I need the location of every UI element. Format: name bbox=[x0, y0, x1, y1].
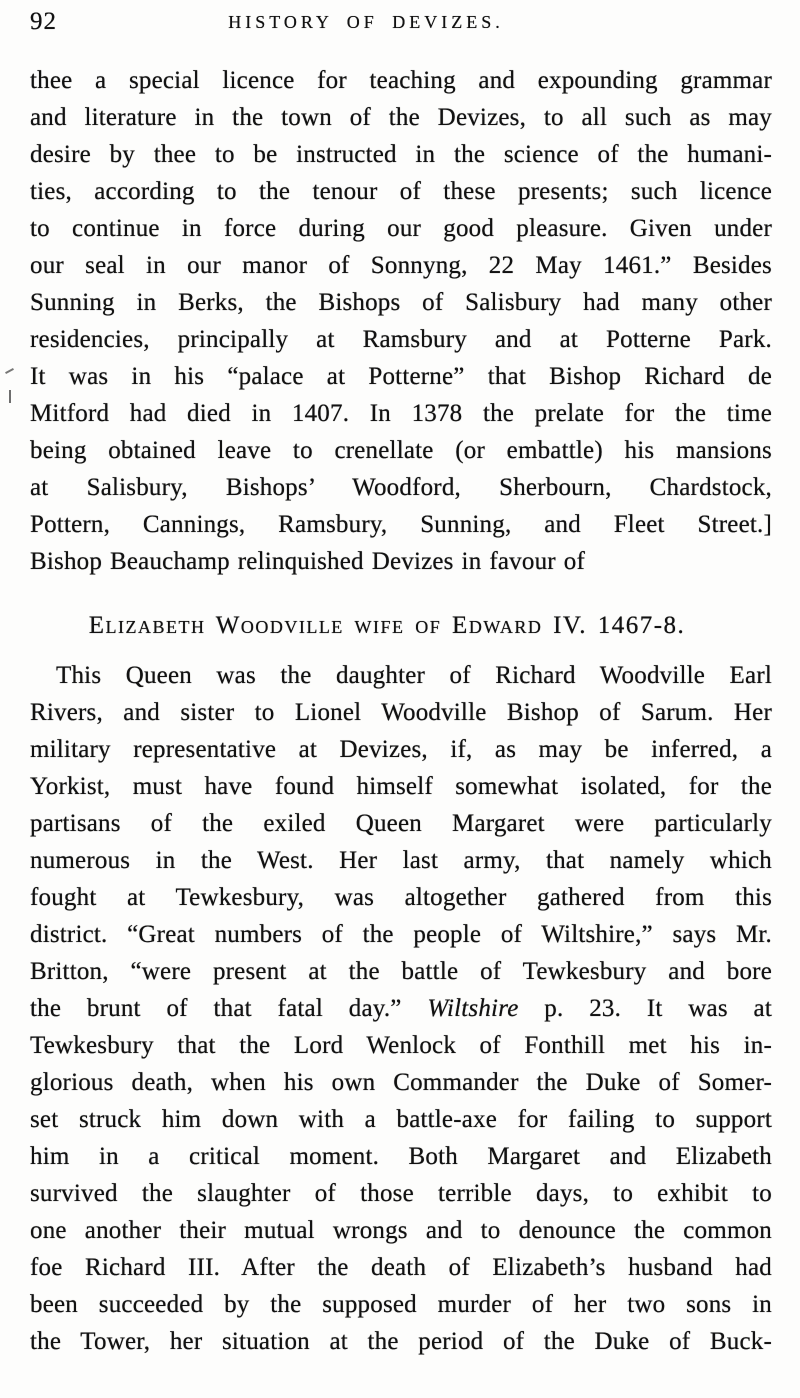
text-line: one another their mutual wrongs and to denounce the common bbox=[30, 1217, 772, 1244]
text-line: survived the slaughter of those terrible days, to exhibit to bbox=[30, 1180, 772, 1207]
text-line: This Queen was the daughter of Richard Woodville Earl bbox=[56, 662, 772, 689]
text-line: residencies, principally at Ramsbury and at Potterne Park. bbox=[30, 326, 772, 353]
text-line: our seal in our manor of Sonnyng, 22 May 1461.” Besides bbox=[30, 252, 772, 279]
scan-artifact bbox=[9, 390, 11, 403]
text-line: Bishop Beauchamp relinquished Devizes in favour of bbox=[30, 548, 585, 575]
text-line: Yorkist, must have found himself somewhat isolated, for the bbox=[30, 773, 772, 800]
text-line: military representative at Devizes, if, as may be inferred, a bbox=[30, 736, 772, 763]
text-line: numerous in the West. Her last army, that namely which bbox=[30, 847, 772, 874]
text-line: foe Richard III. After the death of Elizabeth’s husband had bbox=[30, 1254, 772, 1281]
text-segment: p. 23. It was at bbox=[518, 995, 772, 1022]
citation-italic: Wiltshire bbox=[427, 995, 519, 1022]
text-line: thee a special licence for teaching and expounding grammar bbox=[30, 67, 772, 94]
text-line: the Tower, her situation at the period of the Duke of Buck- bbox=[30, 1328, 772, 1355]
text-line: and literature in the town of the Devizes, to all such as may bbox=[30, 104, 772, 131]
text-line: partisans of the exiled Queen Margaret were particularly bbox=[30, 810, 772, 837]
page-header bbox=[30, 8, 772, 40]
text-line: ties, according to the tenour of these presents; such licence bbox=[30, 178, 772, 205]
text-line: at Salisbury, Bishops’ Woodford, Sherbourn, Chardstock, bbox=[30, 474, 772, 501]
scan-artifact bbox=[5, 368, 14, 374]
text-line: Rivers, and sister to Lionel Woodville Bishop of Sarum. Her bbox=[30, 699, 772, 726]
running-title: HISTORY OF DEVIZES. bbox=[228, 12, 504, 32]
text-line: desire by thee to be instructed in the science of the humani- bbox=[30, 141, 772, 168]
text-line: fought at Tewkesbury, was altogether gathered from this bbox=[30, 884, 772, 911]
paragraph-1 bbox=[30, 62, 772, 580]
text-line: Sunning in Berks, the Bishops of Salisbury had many other bbox=[30, 289, 772, 316]
text-line: Mitford had died in 1407. In 1378 the prelate for the time bbox=[30, 400, 772, 427]
text-line: Pottern, Cannings, Ramsbury, Sunning, and Fleet Street.] bbox=[30, 511, 772, 538]
text-segment: the brunt of that fatal day.” bbox=[30, 995, 428, 1022]
text-line: been succeeded by the supposed murder of her two sons in bbox=[30, 1291, 772, 1318]
text-line: being obtained leave to crenellate (or embattle) his mansions bbox=[30, 437, 772, 464]
page-number: 92 bbox=[30, 8, 57, 35]
paragraph-2 bbox=[30, 657, 772, 1360]
text-line: him in a critical moment. Both Margaret and Elizabeth bbox=[30, 1143, 772, 1170]
text-line-with-citation bbox=[30, 990, 772, 1027]
text-line: to continue in force during our good pleasure. Given under bbox=[30, 215, 772, 242]
text-line: set struck him down with a battle-axe for failing to support bbox=[30, 1106, 772, 1133]
section-heading: Elizabeth Woodville wife of Edward IV. 1467-8. bbox=[88, 612, 686, 639]
text-line: It was in his “palace at Potterne” that Bishop Richard de bbox=[30, 363, 772, 390]
text-line: glorious death, when his own Commander the Duke of Somer- bbox=[30, 1069, 772, 1096]
text-line: district. “Great numbers of the people of Wiltshire,” says Mr. bbox=[30, 921, 772, 948]
text-line: Tewkesbury that the Lord Wenlock of Fonthill met his in- bbox=[30, 1032, 772, 1059]
text-line: Britton, “were present at the battle of Tewkesbury and bore bbox=[30, 958, 772, 985]
